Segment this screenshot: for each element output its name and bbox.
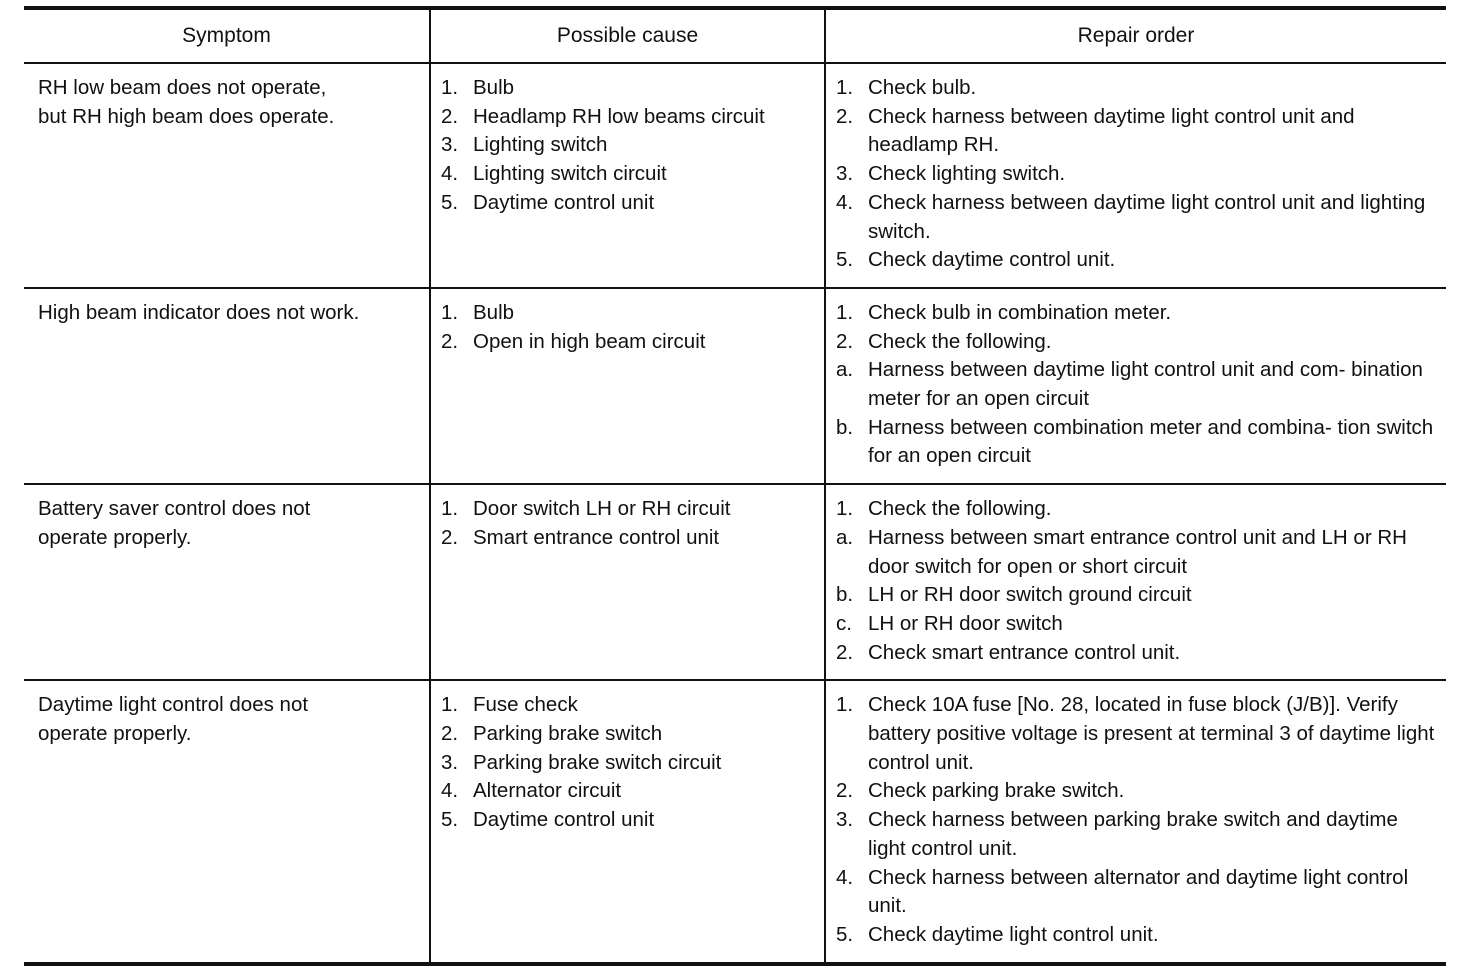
item-number: b. (836, 583, 854, 607)
table-row (24, 680, 1446, 963)
item-text: Check harness between daytime light control unit and headlamp RH. (868, 104, 1355, 157)
item-text: Check smart entrance control unit. (868, 640, 1181, 664)
item-text: Check harness between daytime light control unit and lighting switch. (868, 190, 1426, 243)
repair-item (836, 74, 1438, 103)
item-text: Open in high beam circuit (473, 329, 706, 353)
symptom-text: High beam indicator does not work. (38, 300, 360, 324)
item-number: c. (836, 611, 852, 635)
repair-item (836, 356, 1438, 413)
repair-item (836, 160, 1438, 189)
item-text: Check bulb in combination meter. (868, 300, 1172, 324)
item-text: Bulb (473, 300, 515, 324)
item-number: 2. (441, 722, 459, 746)
item-number: a. (836, 525, 854, 549)
item-text: Check bulb. (868, 76, 977, 99)
cause-item (441, 74, 816, 103)
item-number: 3. (836, 808, 854, 832)
repair-cell (825, 484, 1446, 680)
item-number: 1. (441, 300, 459, 324)
repair-item (836, 328, 1438, 357)
repair-cell (825, 680, 1446, 963)
item-number: a. (836, 358, 854, 382)
item-number: 2. (836, 104, 854, 128)
item-number: 2. (836, 329, 854, 353)
troubleshooting-table (24, 6, 1446, 966)
item-number: 2. (441, 104, 459, 128)
item-text: Lighting switch (473, 133, 608, 157)
item-text: Daytime control unit (473, 808, 655, 832)
item-number: b. (836, 415, 854, 439)
item-text: Bulb (473, 76, 515, 99)
header-row (24, 8, 1446, 63)
item-text: Harness between combination meter and combina- tion switch for an open circuit (868, 415, 1434, 468)
item-text: Check lighting switch. (868, 162, 1066, 186)
item-text: Fuse check (473, 693, 578, 717)
item-number: 1. (441, 497, 459, 521)
repair-item (836, 495, 1438, 524)
repair-item (836, 189, 1438, 246)
header-repair-order: Repair order (825, 8, 1446, 63)
cause-item (441, 720, 816, 749)
cause-list (441, 299, 816, 356)
symptom-cell (24, 680, 430, 963)
symptom-text: Battery saver control does not operate properly. (38, 497, 311, 549)
cause-cell (430, 288, 825, 484)
symptom-cell (24, 63, 430, 288)
table-body (24, 63, 1446, 964)
item-number: 2. (441, 525, 459, 549)
table-row (24, 63, 1446, 288)
item-number: 3. (441, 133, 459, 157)
header-possible-cause: Possible cause (430, 8, 825, 63)
item-text: LH or RH door switch (868, 611, 1063, 635)
item-number: 4. (836, 865, 854, 889)
repair-item (836, 806, 1438, 863)
table-row (24, 484, 1446, 680)
item-text: Check 10A fuse [No. 28, located in fuse block (J/B)]. Verify battery positive voltage is present at terminal 3 of daytime light control unit. (868, 693, 1435, 774)
table-row (24, 288, 1446, 484)
item-text: Check harness between alternator and daytime light control unit. (868, 865, 1409, 918)
repair-item (836, 299, 1438, 328)
repair-item (836, 414, 1438, 471)
item-number: 1. (836, 300, 854, 324)
symptom-text: Daytime light control does not operate properly. (38, 693, 309, 746)
item-text: Headlamp RH low beams circuit (473, 104, 765, 128)
cause-item (441, 777, 816, 806)
item-text: Parking brake switch circuit (473, 750, 722, 774)
cause-cell (430, 484, 825, 680)
item-text: Check the following. (868, 329, 1052, 353)
cause-item (441, 299, 816, 328)
cause-list (441, 74, 816, 218)
repair-cell (825, 63, 1446, 288)
cause-item (441, 691, 816, 720)
cause-item (441, 806, 816, 835)
cause-item (441, 524, 816, 553)
item-text: Check parking brake switch. (868, 779, 1125, 803)
cause-item (441, 189, 816, 218)
item-number: 2. (836, 640, 854, 664)
repair-item (836, 610, 1438, 639)
cause-item (441, 495, 816, 524)
item-number: 1. (836, 693, 854, 717)
item-text: LH or RH door switch ground circuit (868, 583, 1192, 607)
item-number: 2. (441, 329, 459, 353)
repair-list (836, 495, 1438, 667)
repair-item (836, 864, 1438, 921)
item-text: Smart entrance control unit (473, 525, 720, 549)
item-number: 2. (836, 779, 854, 803)
item-text: Check the following. (868, 497, 1052, 521)
repair-item (836, 639, 1438, 668)
symptom-text: RH low beam does not operate, but RH high beam does operate. (38, 76, 335, 128)
item-number: 5. (441, 808, 459, 832)
item-number: 1. (836, 497, 854, 521)
repair-item (836, 103, 1438, 160)
item-number: 1. (441, 76, 459, 99)
item-text: Daytime control unit (473, 190, 655, 214)
item-number: 4. (441, 779, 459, 803)
item-text: Check harness between parking brake switch and daytime light control unit. (868, 808, 1398, 860)
item-text: Check daytime control unit. (868, 248, 1116, 272)
cause-cell (430, 680, 825, 963)
item-number: 1. (441, 693, 459, 717)
cause-list (441, 495, 816, 552)
item-number: 5. (836, 248, 854, 272)
cause-item (441, 160, 816, 189)
item-number: 1. (836, 76, 854, 99)
cause-cell (430, 63, 825, 288)
item-text: Harness between daytime light control unit and com- bination meter for an open circuit (868, 358, 1423, 411)
repair-item (836, 524, 1438, 581)
item-number: 4. (836, 190, 854, 214)
repair-list (836, 691, 1438, 949)
header-symptom: Symptom (24, 8, 430, 63)
cause-item (441, 103, 816, 132)
repair-list (836, 299, 1438, 471)
item-text: Alternator circuit (473, 779, 622, 803)
symptom-cell (24, 484, 430, 680)
repair-list (836, 74, 1438, 275)
cause-item (441, 131, 816, 160)
table-header (24, 8, 1446, 63)
cause-list (441, 691, 816, 835)
item-text: Parking brake switch (473, 722, 663, 746)
repair-item (836, 777, 1438, 806)
item-number: 5. (836, 922, 854, 946)
item-text: Check daytime light control unit. (868, 922, 1159, 946)
item-number: 3. (836, 162, 854, 186)
item-text: Door switch LH or RH circuit (473, 497, 731, 521)
cause-item (441, 749, 816, 778)
item-number: 4. (441, 162, 459, 186)
repair-cell (825, 288, 1446, 484)
cause-item (441, 328, 816, 357)
repair-item (836, 246, 1438, 275)
item-number: 3. (441, 750, 459, 774)
repair-item (836, 921, 1438, 950)
item-text: Lighting switch circuit (473, 162, 667, 186)
item-text: Harness between smart entrance control unit and LH or RH door switch for open or short circuit (868, 525, 1407, 578)
item-number: 5. (441, 190, 459, 214)
symptom-cell (24, 288, 430, 484)
repair-item (836, 581, 1438, 610)
repair-item (836, 691, 1438, 777)
